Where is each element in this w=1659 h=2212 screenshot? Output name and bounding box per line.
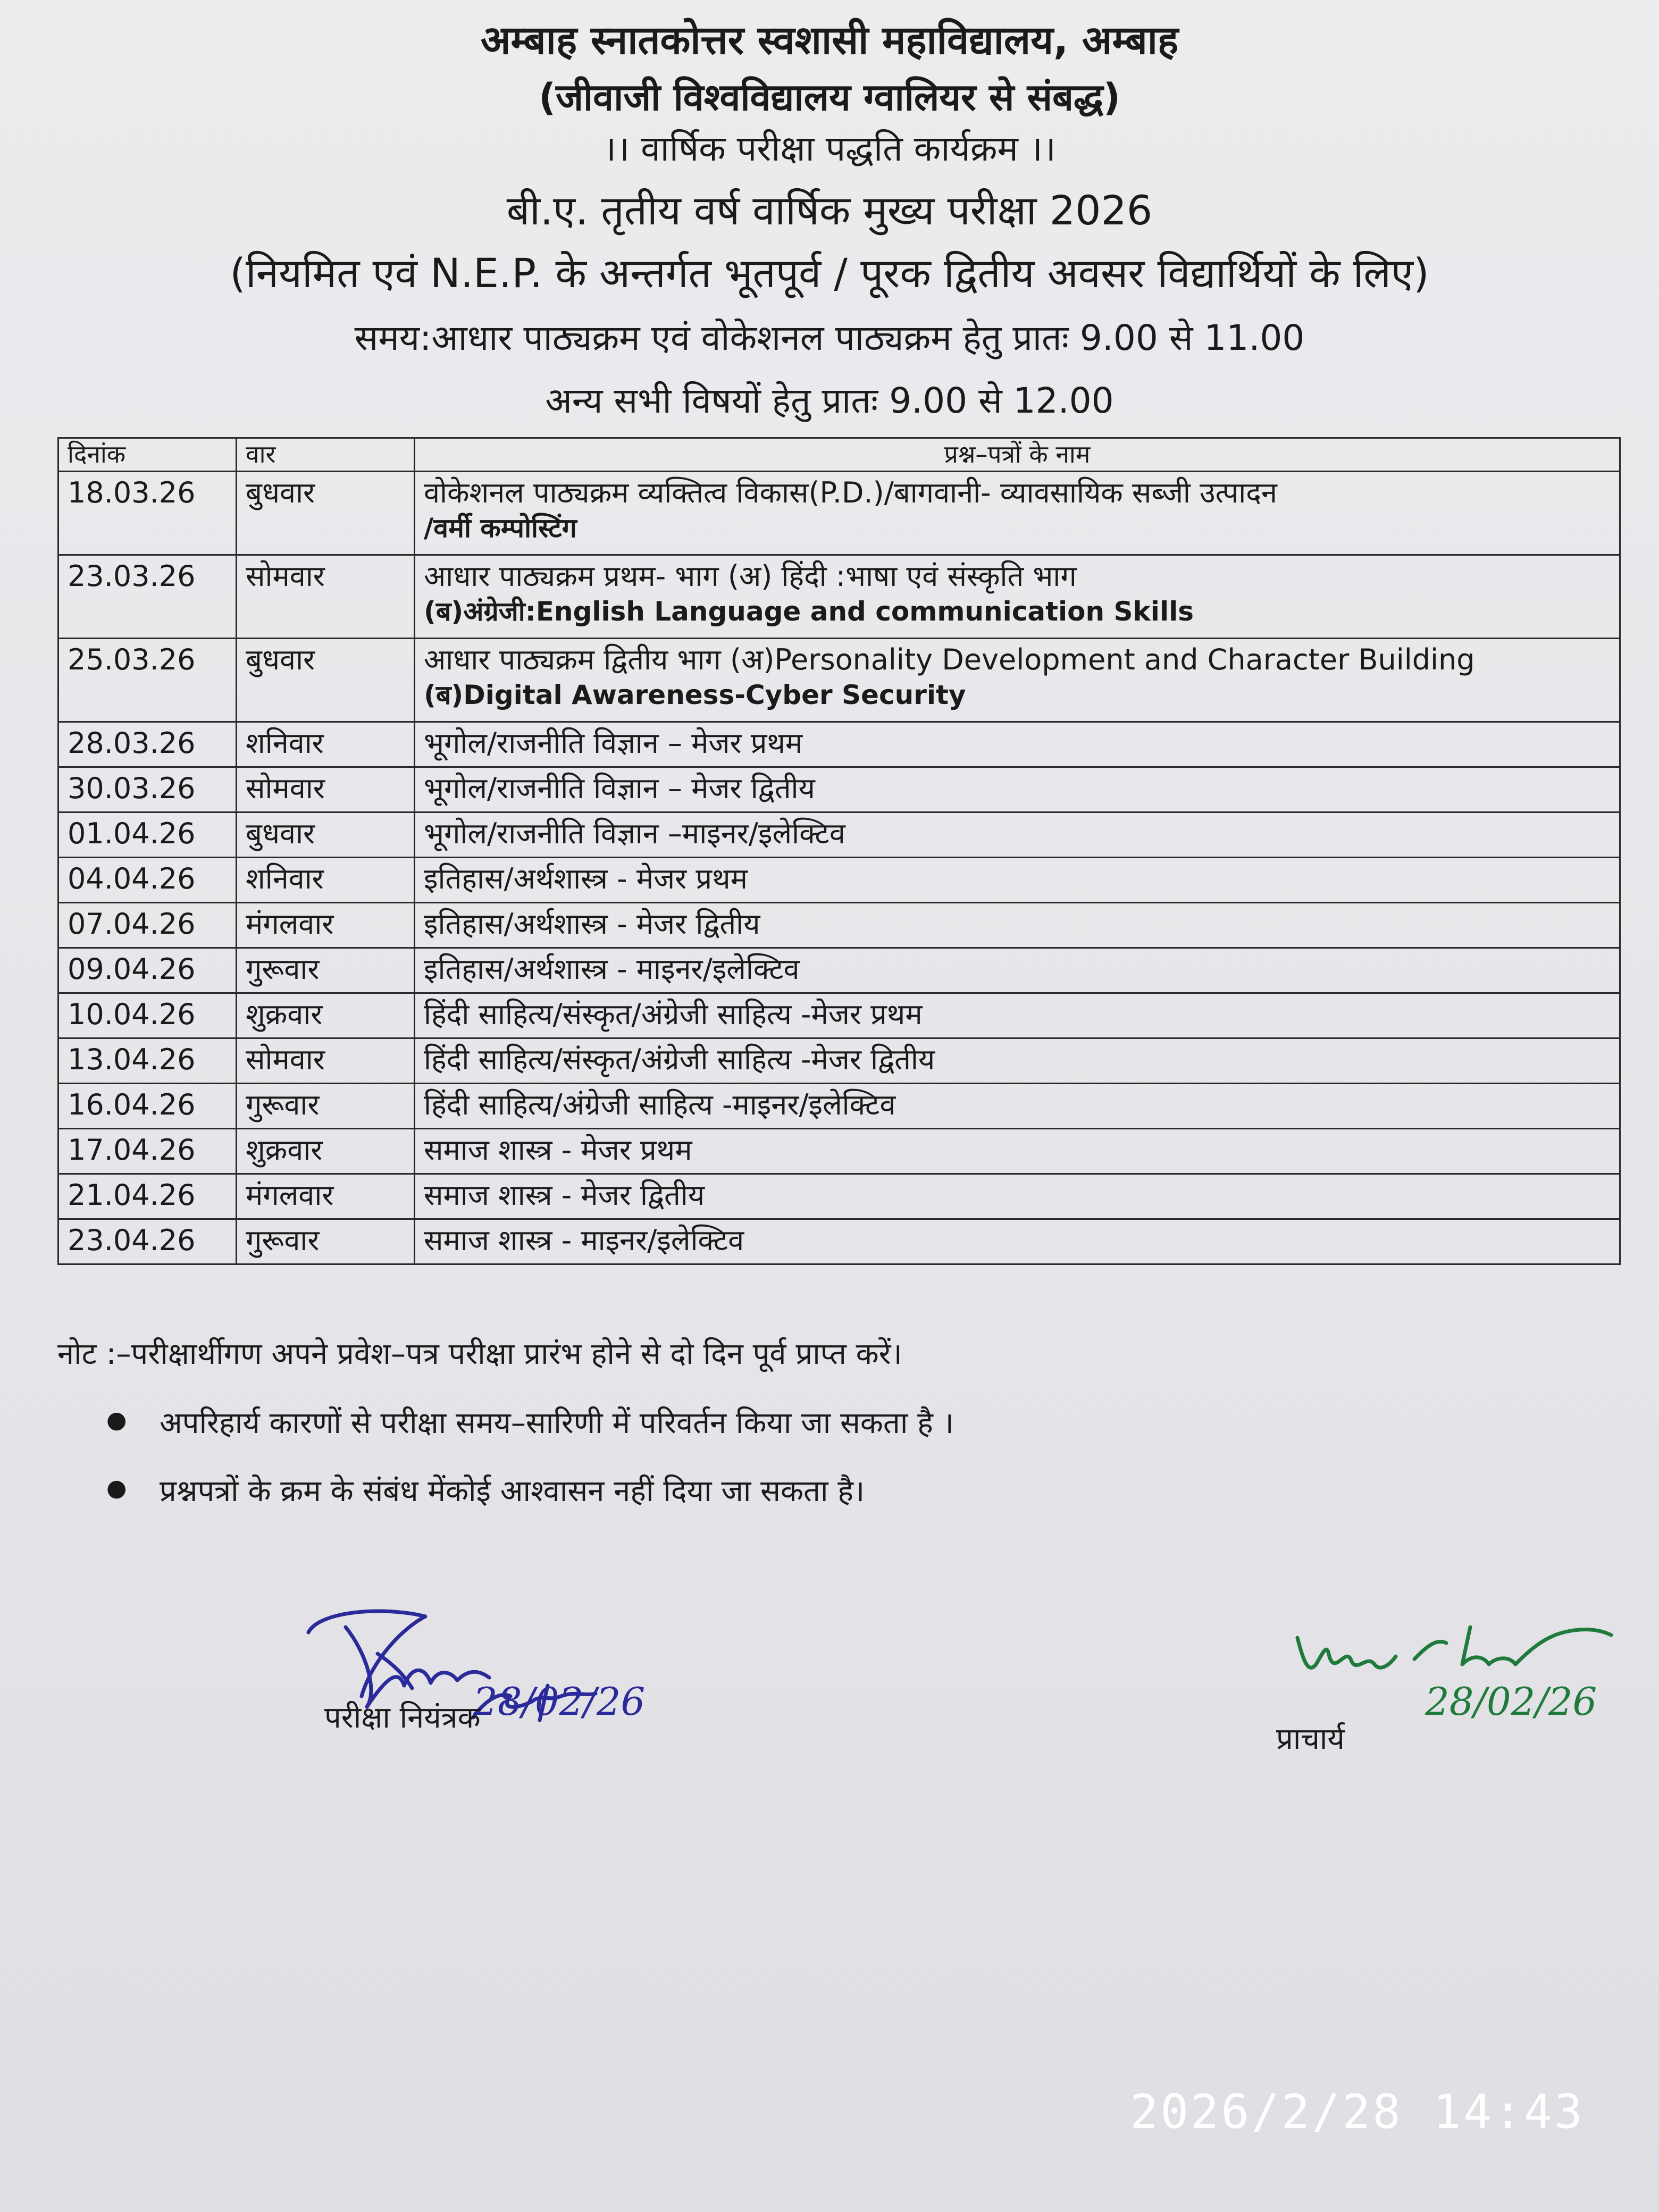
table-row xyxy=(58,1129,1620,1174)
time-other: अन्य सभी विषयों हेतु प्रातः 9.00 से 12.00 xyxy=(545,380,1114,421)
cell-date: 23.03.26 xyxy=(58,555,237,639)
photo-timestamp: 2026/2/28 14:43 xyxy=(1130,2084,1585,2139)
note-main: नोट :–परीक्षार्थीगण अपने प्रवेश–पत्र परीक्षा प्रारंभ होने से दो दिन पूर्व प्राप्त करें। xyxy=(57,1337,902,1371)
cell-day: मंगलवार xyxy=(237,903,415,948)
cell-day: बुधवार xyxy=(237,472,415,555)
table-header-row xyxy=(58,438,1620,472)
paper-line-2: /वर्मी कम्पोस्टिंग xyxy=(424,513,577,544)
note-bullet: ● अपरिहार्य कारणों से परीक्षा समय–सारिणी में परिवर्तन किया जा सकता है । xyxy=(160,1402,954,1442)
principal-label: प्राचार्य xyxy=(1276,1722,1345,1756)
cell-date: 09.04.26 xyxy=(58,948,237,993)
table-row xyxy=(58,1174,1620,1219)
cell-day: शनिवार xyxy=(237,858,415,903)
cell-paper xyxy=(415,472,1620,555)
principal-signature-date: 28/02/26 xyxy=(1425,1679,1597,1724)
cell-paper: भूगोल/राजनीति विज्ञान – मेजर प्रथम xyxy=(415,722,1620,767)
cell-day: सोमवार xyxy=(237,1038,415,1084)
table-row xyxy=(58,993,1620,1038)
controller-label: परीक्षा नियंत्रक xyxy=(324,1700,481,1735)
time-foundation: समय:आधार पाठ्यक्रम एवं वोकेशनल पाठ्यक्रम हेतु प्रातः 9.00 से 11.00 xyxy=(354,317,1305,358)
cell-day: शुक्रवार xyxy=(237,1129,415,1174)
cell-paper xyxy=(415,639,1620,722)
paper-line-1: आधार पाठ्यक्रम द्वितीय भाग (अ)Personality Development and Character Building xyxy=(424,643,1475,676)
table-row xyxy=(58,858,1620,903)
cell-date: 23.04.26 xyxy=(58,1219,237,1264)
table-row xyxy=(58,812,1620,858)
table-row xyxy=(58,722,1620,767)
cell-day: मंगलवार xyxy=(237,1174,415,1219)
table-row xyxy=(58,555,1620,639)
eligibility-note: (नियमित एवं N.E.P. के अन्तर्गत भूतपूर्व / पूरक द्वितीय अवसर विद्यार्थियों के लिए) xyxy=(230,249,1429,297)
table-row xyxy=(58,948,1620,993)
table-row xyxy=(58,472,1620,555)
cell-paper: इतिहास/अर्थशास्त्र - मेजर द्वितीय xyxy=(415,903,1620,948)
cell-date: 16.04.26 xyxy=(58,1084,237,1129)
cell-day: बुधवार xyxy=(237,812,415,858)
cell-day: सोमवार xyxy=(237,555,415,639)
cell-day: सोमवार xyxy=(237,767,415,812)
affiliation: (जीवाजी विश्वविद्यालय ग्वालियर से संबद्ध) xyxy=(539,76,1120,119)
cell-paper: इतिहास/अर्थशास्त्र - मेजर प्रथम xyxy=(415,858,1620,903)
cell-paper: भूगोल/राजनीति विज्ञान – मेजर द्वितीय xyxy=(415,767,1620,812)
table-row xyxy=(58,1084,1620,1129)
cell-paper: समाज शास्त्र - मेजर प्रथम xyxy=(415,1129,1620,1174)
table-row xyxy=(58,1219,1620,1264)
table-row xyxy=(58,1038,1620,1084)
paper-line-1: आधार पाठ्यक्रम प्रथम- भाग (अ) हिंदी :भाषा एवं संस्कृति भाग xyxy=(424,559,1077,593)
cell-paper: समाज शास्त्र - माइनर/इलेक्टिव xyxy=(415,1219,1620,1264)
cell-day: गुरूवार xyxy=(237,1084,415,1129)
table-row xyxy=(58,767,1620,812)
cell-date: 30.03.26 xyxy=(58,767,237,812)
table-row xyxy=(58,639,1620,722)
header-day: वार xyxy=(237,438,415,472)
cell-day: शनिवार xyxy=(237,722,415,767)
paper-line-1: वोकेशनल पाठ्यक्रम व्यक्तित्व विकास(P.D.)/बागवानी- व्यावसायिक सब्जी उत्पादन xyxy=(424,476,1277,509)
note-bullet: ● प्रश्नपत्रों के क्रम के संबंध मेंकोई आश्वासन नहीं दिया जा सकता है। xyxy=(160,1470,865,1510)
cell-date: 07.04.26 xyxy=(58,903,237,948)
cell-paper: हिंदी साहित्य/संस्कृत/अंग्रेजी साहित्य -मेजर प्रथम xyxy=(415,993,1620,1038)
paper-line-2: (ब)Digital Awareness-Cyber Security xyxy=(424,680,966,711)
cell-date: 18.03.26 xyxy=(58,472,237,555)
cell-day: बुधवार xyxy=(237,639,415,722)
cell-paper: इतिहास/अर्थशास्त्र - माइनर/इलेक्टिव xyxy=(415,948,1620,993)
cell-date: 25.03.26 xyxy=(58,639,237,722)
controller-signature-date: 28/02/26 xyxy=(473,1679,646,1724)
cell-date: 21.04.26 xyxy=(58,1174,237,1219)
exam-schedule-table xyxy=(57,437,1621,1265)
cell-date: 01.04.26 xyxy=(58,812,237,858)
cell-paper: हिंदी साहित्य/संस्कृत/अंग्रेजी साहित्य -मेजर द्वितीय xyxy=(415,1038,1620,1084)
header-papers: प्रश्न–पत्रों के नाम xyxy=(415,438,1620,472)
cell-date: 13.04.26 xyxy=(58,1038,237,1084)
paper-line-2: (ब)अंग्रेजी:English Language and communication Skills xyxy=(424,596,1194,627)
cell-date: 10.04.26 xyxy=(58,993,237,1038)
cell-paper: समाज शास्त्र - मेजर द्वितीय xyxy=(415,1174,1620,1219)
program-title: ।। वार्षिक परीक्षा पद्धति कार्यक्रम ।। xyxy=(603,128,1056,169)
table-row xyxy=(58,903,1620,948)
cell-date: 28.03.26 xyxy=(58,722,237,767)
cell-paper xyxy=(415,555,1620,639)
exam-title: बी.ए. तृतीय वर्ष वार्षिक मुख्य परीक्षा 2026 xyxy=(506,187,1153,234)
cell-day: गुरूवार xyxy=(237,948,415,993)
header-date: दिनांक xyxy=(58,438,237,472)
cell-date: 17.04.26 xyxy=(58,1129,237,1174)
cell-paper: भूगोल/राजनीति विज्ञान –माइनर/इलेक्टिव xyxy=(415,812,1620,858)
cell-day: गुरूवार xyxy=(237,1219,415,1264)
cell-date: 04.04.26 xyxy=(58,858,237,903)
college-name: अम्बाह स्नातकोत्तर स्वशासी महाविद्यालय, अम्बाह xyxy=(480,18,1179,63)
cell-day: शुक्रवार xyxy=(237,993,415,1038)
cell-paper: हिंदी साहित्य/अंग्रेजी साहित्य -माइनर/इलेक्टिव xyxy=(415,1084,1620,1129)
